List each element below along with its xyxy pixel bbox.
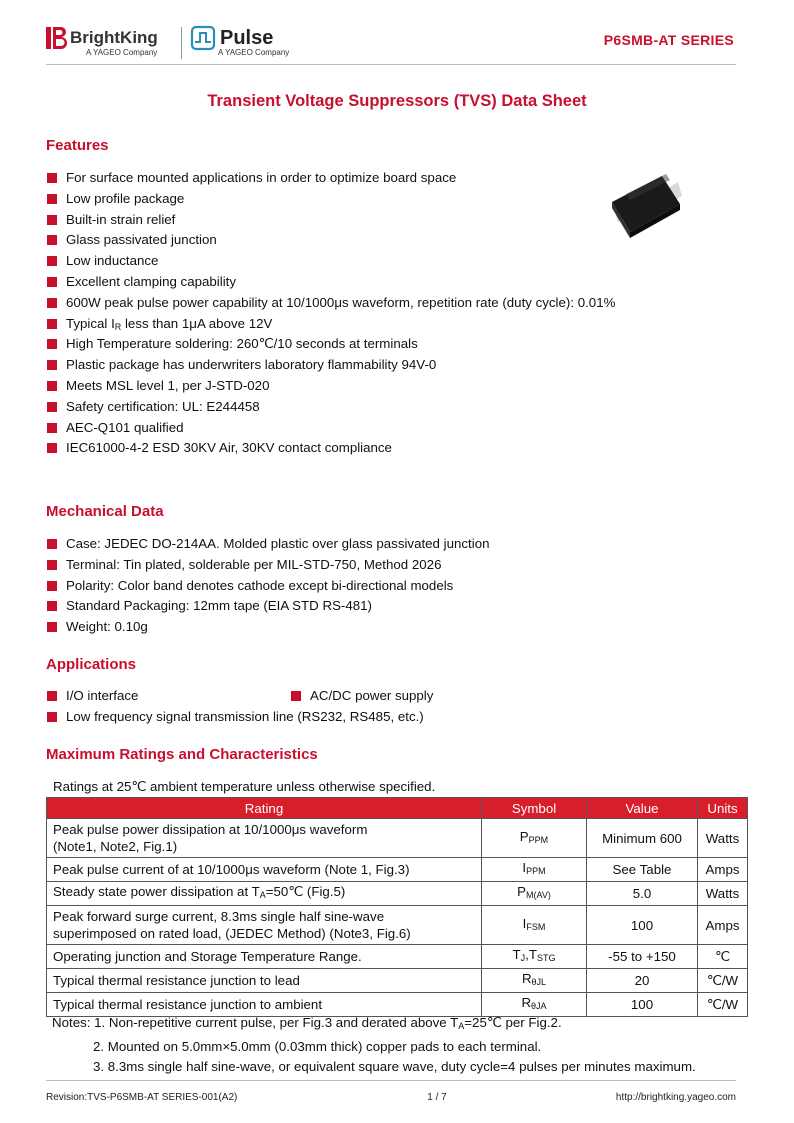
- list-item-text: Plastic package has underwriters laboratory flammability 94V-0: [66, 357, 437, 373]
- list-item: [46, 707, 424, 728]
- bullet-square-icon: [47, 423, 57, 433]
- list-item-text: Case: JEDEC DO-214AA. Molded plastic over glass passivated junction: [66, 536, 490, 551]
- list-item: [46, 272, 615, 293]
- document-title: Transient Voltage Suppressors (TVS) Data Sheet: [207, 92, 587, 110]
- applications-heading: Applications: [46, 656, 137, 673]
- list-item: [46, 293, 615, 314]
- list-item: [46, 617, 489, 638]
- list-item: [46, 168, 615, 189]
- bullet-square-icon: [291, 691, 301, 701]
- bullet-square-icon: [47, 622, 57, 632]
- list-item: [290, 686, 433, 707]
- list-item: [46, 334, 615, 355]
- bullet-square-icon: [47, 360, 57, 370]
- symbol-cell: $P_{M(AV)}$: [482, 882, 587, 906]
- table-row: [47, 882, 748, 906]
- pulse-wordmark: Pulse: [220, 27, 274, 49]
- rating-cell: Typical thermal resistance junction to lead: [47, 969, 482, 993]
- pulse-logo: [190, 24, 300, 60]
- app-io-interface: I/O interface: [66, 688, 139, 703]
- bullet-square-icon: [47, 381, 57, 391]
- logo-separator: [181, 27, 182, 59]
- list-item-text: Low profile package: [66, 190, 185, 206]
- list-item-text: 600W peak pulse power capability at 10/1000μs waveform, repetition rate (duty cycle): 0.01%: [66, 294, 616, 310]
- list-item: [46, 534, 489, 555]
- app-signal-line: Low frequency signal transmission line (RS232, RS485, etc.): [66, 708, 424, 724]
- list-item-text: Standard Packaging: 12mm tape (EIA STD RS-481): [66, 598, 372, 614]
- note-1: Notes: 1. Non-repetitive current pulse, per Fig.3 and derated above $T_A=25℃$ per Fig.2.: [52, 1015, 562, 1031]
- features-heading: Features: [46, 137, 109, 154]
- rating-cell: Peak pulse power dissipation at 10/1000μs waveform (Note1, Note2, Fig.1): [47, 819, 482, 858]
- list-item-text: For surface mounted applications in order to optimize board space: [66, 170, 457, 185]
- list-item: [46, 189, 615, 210]
- list-item: [46, 251, 615, 272]
- list-item: [46, 210, 615, 231]
- footer-divider: [46, 1080, 736, 1081]
- list-item: [46, 314, 615, 335]
- bullet-square-icon: [47, 173, 57, 183]
- value-cell: Minimum 600: [587, 819, 698, 858]
- list-item: [46, 596, 489, 617]
- brightking-subline: A YAGEO Company: [86, 48, 158, 57]
- bullet-square-icon: [47, 298, 57, 308]
- bullet-square-icon: [47, 339, 57, 349]
- symbol-cell: $P_{PPM}$: [482, 819, 587, 858]
- bullet-square-icon: [47, 581, 57, 591]
- symbol-cell: $R_{\theta JL}$: [482, 969, 587, 993]
- list-item-text: Excellent clamping capability: [66, 273, 236, 289]
- table-row: [47, 969, 748, 993]
- value-cell: See Table: [587, 858, 698, 882]
- brightking-wordmark: BrightKing: [70, 28, 158, 47]
- table-row: [47, 819, 748, 858]
- bullet-square-icon: [47, 691, 57, 701]
- bullet-square-icon: [47, 256, 57, 266]
- series-title: P6SMB-AT SERIES: [603, 32, 734, 48]
- col-rating: Rating: [47, 798, 482, 819]
- bullet-square-icon: [47, 277, 57, 287]
- symbol-cell: $I_{PPM}$: [482, 858, 587, 882]
- list-item-text: Weight: 0.10g: [66, 619, 148, 635]
- list-item-text: Typical $I_R$ less than 1μA above 12V: [66, 315, 273, 332]
- bullet-square-icon: [47, 215, 57, 225]
- bullet-square-icon: [47, 235, 57, 245]
- value-cell: 100: [587, 906, 698, 945]
- units-cell: Watts: [698, 819, 748, 858]
- notes: [52, 1013, 696, 1078]
- features-list: [46, 168, 615, 459]
- list-item-text: Meets MSL level 1, per J-STD-020: [66, 377, 270, 393]
- list-item-text: Safety certification: UL: E244458: [66, 398, 260, 414]
- bullet-square-icon: [47, 402, 57, 412]
- bullet-square-icon: [47, 539, 57, 549]
- footer-page-number: 1 / 7: [427, 1092, 447, 1103]
- mechanical-list: [46, 534, 489, 638]
- list-item-text: Terminal: Tin plated, solderable per MIL-STD-750, Method 2026: [66, 556, 442, 572]
- symbol-cell: $T_J,T_{STG}$: [482, 945, 587, 969]
- footer-revision: Revision:TVS-P6SMB-AT SERIES-001(A2): [46, 1092, 238, 1103]
- units-cell: Amps: [698, 858, 748, 882]
- bullet-square-icon: [47, 319, 57, 329]
- symbol-cell: $I_{FSM}$: [482, 906, 587, 945]
- ratings-heading: Maximum Ratings and Characteristics: [46, 746, 318, 763]
- col-symbol: Symbol: [482, 798, 587, 819]
- list-item-text: High Temperature soldering: 260℃/10 seconds at terminals: [66, 336, 418, 352]
- table-header-row: [47, 798, 748, 819]
- units-cell: Watts: [698, 882, 748, 906]
- units-cell: ℃: [698, 945, 748, 969]
- col-units: Units: [698, 798, 748, 819]
- list-item-text: Polarity: Color band denotes cathode except bi-directional models: [66, 577, 454, 593]
- bullet-square-icon: [47, 560, 57, 570]
- col-value: Value: [587, 798, 698, 819]
- list-item: [46, 576, 489, 597]
- list-item: [46, 418, 615, 439]
- table-row: [47, 858, 748, 882]
- list-item: [46, 376, 615, 397]
- applications-list-col2: [290, 686, 433, 707]
- list-item: [46, 438, 615, 459]
- bullet-square-icon: [47, 443, 57, 453]
- rating-cell: Peak pulse current of at 10/1000μs waveform (Note 1, Fig.3): [47, 858, 482, 882]
- table-row: [47, 945, 748, 969]
- brightking-logo: [46, 24, 178, 60]
- note-3: 3. 8.3ms single half sine-wave, or equivalent square wave, duty cycle=4 pulses per minutes maximum.: [93, 1059, 696, 1074]
- value-cell: 5.0: [587, 882, 698, 906]
- note-2: 2. Mounted on 5.0mm×5.0mm (0.03mm thick) copper pads to each terminal.: [93, 1038, 542, 1054]
- mechanical-heading: Mechanical Data: [46, 503, 164, 520]
- ratings-note: Ratings at 25℃ ambient temperature unless otherwise specified.: [53, 779, 436, 794]
- list-item: [46, 555, 489, 576]
- list-item: [46, 397, 615, 418]
- value-cell: 100: [587, 993, 698, 1017]
- ratings-table: [46, 797, 748, 1017]
- units-cell: ℃/W: [698, 969, 748, 993]
- bullet-square-icon: [47, 194, 57, 204]
- app-acdc-supply: AC/DC power supply: [310, 688, 434, 703]
- list-item-text: Built-in strain relief: [66, 211, 176, 227]
- list-item-text: Low inductance: [66, 253, 159, 269]
- smb-package-image: [606, 172, 686, 242]
- list-item-text: IEC61000-4-2 ESD 30KV Air, 30KV contact compliance: [66, 440, 392, 456]
- rating-cell: Operating junction and Storage Temperature Range.: [47, 945, 482, 969]
- rating-cell: Peak forward surge current, 8.3ms single half sine-wave superimposed on rated load, (JEDEC Method) (Note3, Fig.6): [47, 906, 482, 945]
- symbol-cell: $R_{\theta JA}$: [482, 993, 587, 1017]
- list-item-text: Glass passivated junction: [66, 232, 217, 248]
- rating-cell: Typical thermal resistance junction to ambient: [47, 993, 482, 1017]
- value-cell: -55 to +150: [587, 945, 698, 969]
- rating-cell: Steady state power dissipation at $T_A=50℃$ (Fig.5): [47, 882, 482, 906]
- bullet-square-icon: [47, 712, 57, 722]
- list-item: [46, 230, 615, 251]
- pulse-subline: A YAGEO Company: [218, 48, 290, 57]
- bullet-square-icon: [47, 601, 57, 611]
- units-cell: Amps: [698, 906, 748, 945]
- list-item-text: AEC-Q101 qualified: [66, 419, 184, 435]
- table-row: [47, 906, 748, 945]
- footer-url[interactable]: http://brightking.yageo.com: [615, 1092, 736, 1103]
- value-cell: 20: [587, 969, 698, 993]
- header-divider: [46, 64, 736, 65]
- units-cell: ℃/W: [698, 993, 748, 1017]
- list-item: [46, 355, 615, 376]
